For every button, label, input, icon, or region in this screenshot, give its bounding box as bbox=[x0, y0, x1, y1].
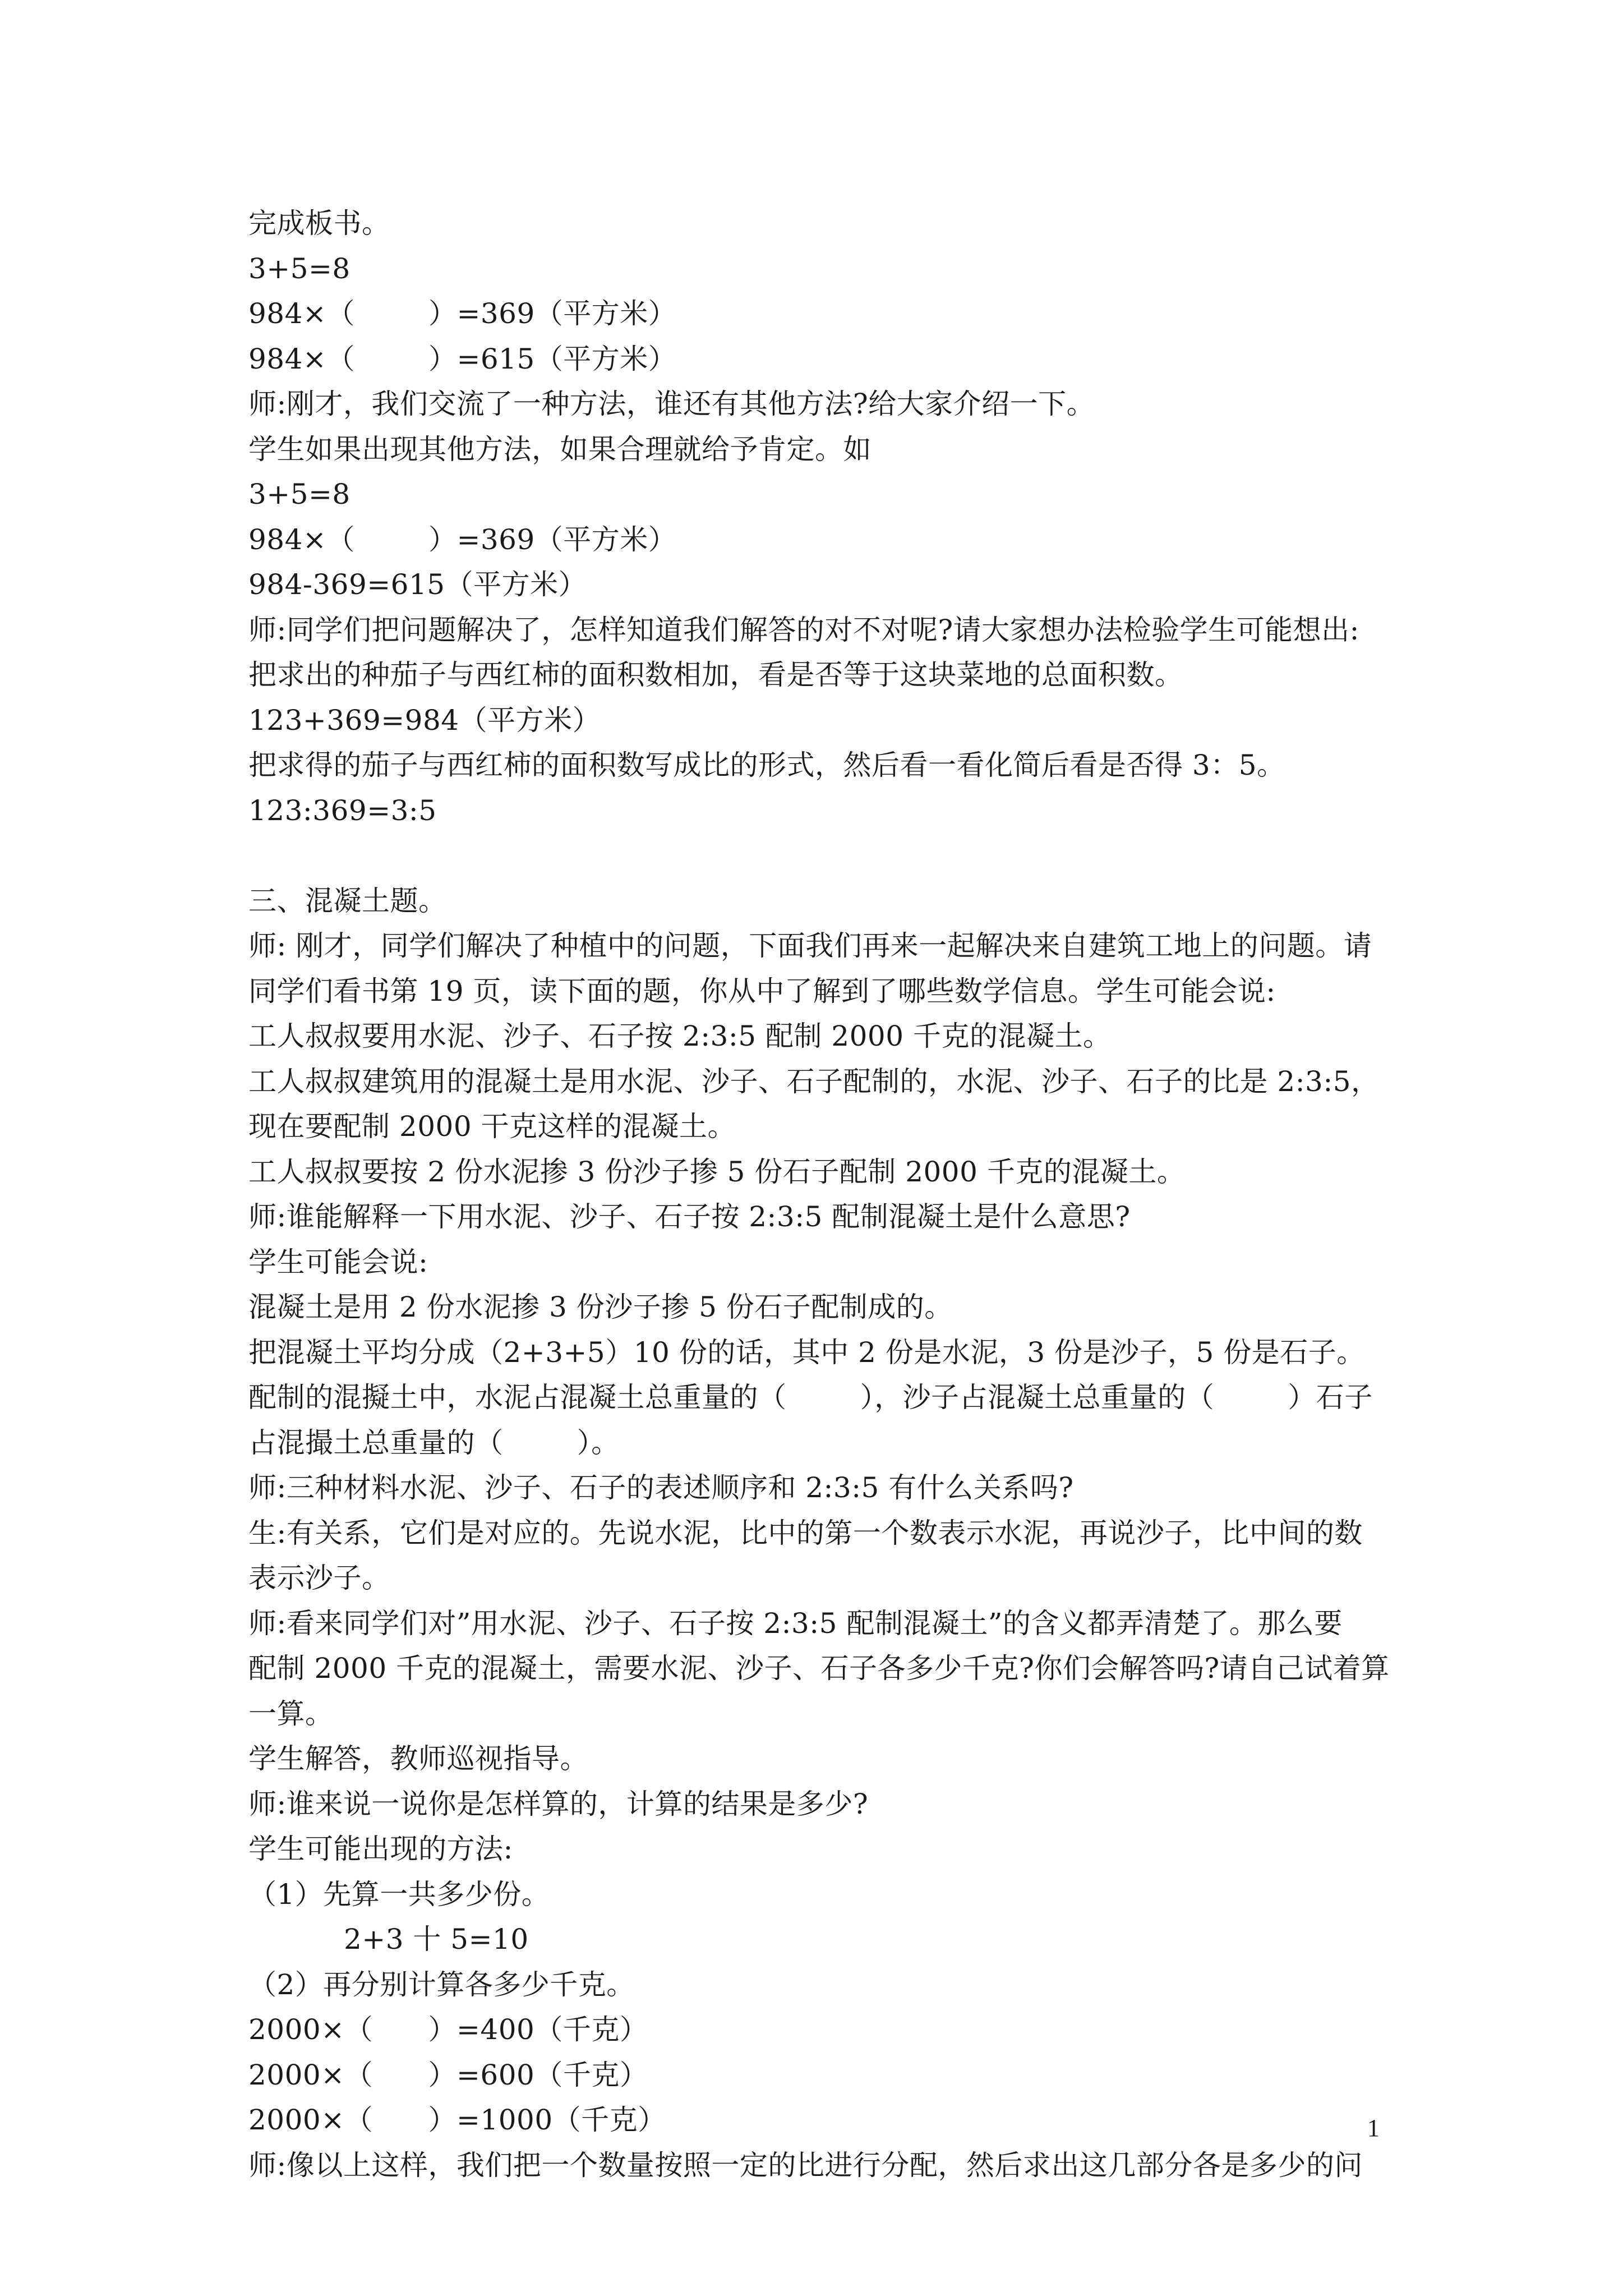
text-line: 师: 刚才，同学们解决了种植中的问题，下面我们再来一起解决来自建筑工地上的问题。请 bbox=[248, 930, 1372, 962]
text-line: 984×（ ）=369（平方米） bbox=[248, 523, 677, 556]
text-line: 984-369=615（平方米） bbox=[248, 568, 587, 601]
text-line: （2）再分别计算各多少千克。 bbox=[248, 1968, 635, 2001]
text-line: 师:看来同学们对”用水泥、沙子、石子按 2:3:5 配制混凝土”的含义都弄清楚了。那么要 bbox=[248, 1607, 1343, 1640]
text-line: 同学们看书第 19 页，读下面的题，你从中了解到了哪些数学信息。学生可能会说: bbox=[248, 974, 1276, 1007]
text-line: 学生如果出现其他方法，如果合理就给予肯定。如 bbox=[248, 432, 872, 466]
page-body bbox=[248, 201, 1390, 2188]
text-line: 3+5=8 bbox=[248, 478, 351, 510]
text-line: 984×（ ）=615（平方米） bbox=[248, 342, 677, 375]
text-line: 师:刚才，我们交流了一种方法，谁还有其他方法?给大家介绍一下。 bbox=[248, 388, 1095, 420]
text-line: 师:谁来说一说你是怎样算的，计算的结果是多少? bbox=[248, 1787, 869, 1820]
text-line: 生:有关系，它们是对应的。先说水泥，比中的第一个数表示水泥，再说沙子，比中间的数 bbox=[248, 1516, 1363, 1549]
text-line: 工人叔叔要用水泥、沙子、石子按 2:3:5 配制 2000 千克的混凝土。 bbox=[248, 1020, 1112, 1052]
text-line: 混凝土是用 2 份水泥掺 3 份沙子掺 5 份石子配制成的。 bbox=[248, 1291, 953, 1323]
text-line: 学生可能会说: bbox=[248, 1245, 428, 1278]
text-line: 师:谁能解释一下用水泥、沙子、石子按 2:3:5 配制混凝土是什么意思? bbox=[248, 1200, 1131, 1233]
text-line: 师:像以上这样，我们把一个数量按照一定的比进行分配，然后求出这几部分各是多少的问 bbox=[248, 2148, 1363, 2182]
text-line: 学生解答，教师巡视指导。 bbox=[248, 1742, 588, 1775]
text-line: 现在要配制 2000 干克这样的混凝土。 bbox=[248, 1110, 736, 1143]
section-heading: 三、混凝土题。 bbox=[248, 884, 447, 917]
page-number: 1 bbox=[1367, 2114, 1380, 2142]
text-line: 工人叔叔建筑用的混凝土是用水泥、沙子、石子配制的，水泥、沙子、石子的比是 2:3:5， bbox=[248, 1065, 1380, 1098]
text-line: 把混凝土平均分成（2+3+5）10 份的话，其中 2 份是水泥，3 份是沙子，5 份是石子。 bbox=[248, 1336, 1365, 1369]
text-line: 工人叔叔要按 2 份水泥掺 3 份沙子掺 5 份石子配制 2000 千克的混凝土。 bbox=[248, 1155, 1186, 1188]
text-line: 师:同学们把问题解决了，怎样知道我们解答的对不对呢?请大家想办法检验学生可能想出: bbox=[248, 613, 1359, 646]
text-line: 表示沙子。 bbox=[248, 1562, 390, 1594]
text-line: 把求出的种茄子与西红柿的面积数相加，看是否等于这块菜地的总面积数。 bbox=[248, 659, 1183, 691]
text-line: 984×（ ）=369（平方米） bbox=[248, 297, 677, 330]
text-line: 学生可能出现的方法: bbox=[248, 1833, 513, 1865]
text-line: 3+5=8 bbox=[248, 252, 351, 285]
equation-line: 2000×（ ）=1000（千克） bbox=[248, 2104, 666, 2136]
equation-line: 2000×（ ）=600（千克） bbox=[248, 2058, 648, 2091]
text-line: 配制的混擬土中，水泥占混凝土总重量的（ ），沙子占混凝土总重量的（ ）石子 bbox=[248, 1381, 1373, 1414]
equation-line: 2+3 十 5=10 bbox=[344, 1923, 529, 1955]
text-line: （1）先算一共多少份。 bbox=[248, 1878, 550, 1911]
blank-line bbox=[248, 833, 1381, 878]
text-line: 师:三种材料水泥、沙子、石子的表述顺序和 2:3:5 有什么关系吗? bbox=[248, 1471, 1074, 1504]
text-line: 一算。 bbox=[248, 1697, 334, 1730]
text-line: 配制 2000 千克的混凝土，需要水泥、沙子、石子各多少千克?你们会解答吗?请自己试着算 bbox=[248, 1652, 1390, 1685]
text-line: 完成板书。 bbox=[248, 207, 390, 240]
text-line: 123+369=984（平方米） bbox=[248, 703, 601, 737]
text-line: 123:369=3:5 bbox=[248, 794, 437, 827]
text-line: 占混撮土总重量的（ ）。 bbox=[248, 1426, 620, 1459]
text-line: 把求得的茄子与西红柿的面积数写成比的形式，然后看一看化简后看是否得 3：5。 bbox=[248, 749, 1285, 781]
equation-line: 2000×（ ）=400（千克） bbox=[248, 2013, 648, 2046]
